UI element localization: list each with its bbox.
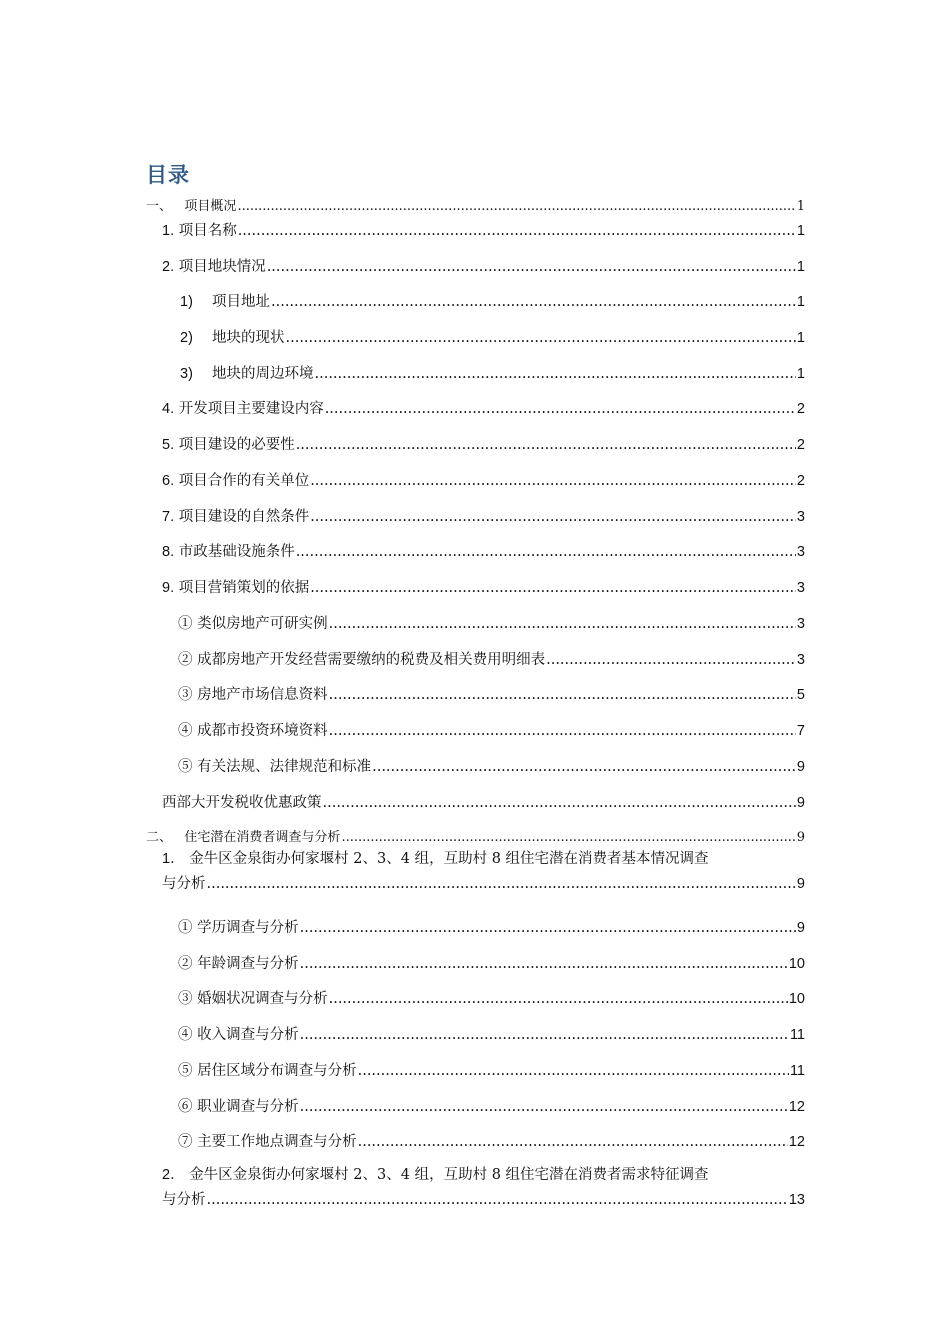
toc-entry-number: 4. [162, 401, 175, 417]
toc-entry-label: 成都房地产开发经营需要缴纳的税费及相关费用明细表 [197, 652, 546, 668]
toc-entry-label: 项目地址 [212, 294, 270, 310]
toc-entry[interactable] [178, 1023, 805, 1044]
toc-entry-label: 市政基础设施条件 [178, 544, 295, 560]
toc-entry-label: 西部大开发税收优惠政策 [162, 795, 322, 811]
toc-entry-label: 项目地块情况 [178, 259, 266, 275]
leader-dots [315, 366, 796, 382]
toc-entry[interactable] [162, 791, 805, 812]
leader-dots [296, 437, 796, 453]
toc-entry-number: ⑤ [178, 759, 193, 775]
toc-entry-number: 7. [162, 509, 175, 525]
toc-entry[interactable] [178, 755, 805, 776]
toc-entry[interactable] [178, 683, 805, 704]
toc-entry-label: 项目概况 [184, 199, 237, 214]
leader-dots [271, 294, 796, 310]
toc-entry[interactable] [162, 255, 805, 276]
toc-entry-label: 有关法规、法律规范和标准 [197, 759, 372, 775]
leader-dots [267, 259, 796, 275]
leader-dots [296, 544, 796, 560]
toc-entry-page: 5 [796, 687, 805, 703]
toc-entry-page: 3 [796, 544, 805, 560]
toc-entry-number: 1. [162, 223, 175, 239]
toc-entry-label: 年龄调查与分析 [197, 956, 299, 972]
toc-entry-number: 8. [162, 544, 175, 560]
toc-entry[interactable] [178, 1130, 805, 1151]
toc-entry[interactable] [162, 576, 805, 597]
toc-entry-page: 9 [796, 795, 805, 811]
toc-entry[interactable] [178, 916, 805, 937]
toc-entry-number: 5. [162, 437, 175, 453]
toc-entry[interactable] [178, 648, 805, 669]
toc-entry-page: 1 [796, 223, 805, 239]
leader-dots [300, 1027, 789, 1043]
leader-dots [310, 509, 796, 525]
toc-entry-page: 3 [796, 509, 805, 525]
toc-entry-page: 3 [796, 580, 805, 596]
toc-entry-number: ④ [178, 723, 193, 739]
toc-entry-label: 婚姻状况调查与分析 [197, 991, 328, 1007]
toc-entry-label: 开发项目主要建设内容 [178, 401, 324, 417]
toc-entry-label: 地块的周边环境 [212, 366, 314, 382]
toc-entry-page: 2 [796, 437, 805, 453]
leader-dots [358, 1063, 789, 1079]
toc-entry-label: 住宅潜在消费者调查与分析 [184, 830, 341, 845]
toc-entry-number: 二、 [146, 830, 173, 845]
leader-dots [300, 1099, 788, 1115]
leader-dots [329, 687, 796, 703]
toc-entry-label: 金牛区金泉街办何家堰村 2、3、4 组，互助村 8 组住宅潜在消费者需求特征调查 [189, 1167, 709, 1183]
leader-dots [310, 473, 796, 489]
toc-entry-number: 6. [162, 473, 175, 489]
toc-entry[interactable] [162, 1162, 805, 1209]
toc-entry-number: ⑥ [178, 1099, 193, 1115]
toc-entry-label: 成都市投资环境资料 [197, 723, 328, 739]
leader-dots [372, 759, 796, 775]
leader-dots [238, 223, 796, 239]
leader-dots [329, 991, 788, 1007]
leader-dots [237, 199, 795, 214]
toc-entry-label: 项目名称 [178, 223, 237, 239]
leader-dots [341, 830, 795, 845]
toc-entry-page: 1 [796, 366, 805, 382]
toc-entry-page: 1 [796, 259, 805, 275]
toc-entry[interactable] [180, 290, 805, 311]
toc-entry-page: 11 [789, 1063, 805, 1079]
toc-entry[interactable] [178, 952, 805, 973]
toc-entry[interactable] [162, 846, 805, 893]
toc-entry-page: 1 [796, 199, 805, 214]
toc-entry[interactable] [162, 433, 805, 454]
toc-entry[interactable] [162, 505, 805, 526]
toc-entry-label: 地块的现状 [212, 330, 285, 346]
toc-entry-label: 房地产市场信息资料 [197, 687, 328, 703]
toc-entry-number: ② [178, 956, 193, 972]
toc-entry[interactable] [180, 362, 805, 383]
toc-entry-number: ① [178, 616, 193, 632]
toc-entry[interactable] [162, 397, 805, 418]
toc-entry[interactable] [180, 326, 805, 347]
leader-dots [358, 1134, 788, 1150]
toc-entry-page: 3 [796, 616, 805, 632]
toc-entry[interactable] [146, 195, 805, 214]
toc-entry-number: ⑤ [178, 1063, 193, 1079]
leader-dots [286, 330, 796, 346]
toc-entry-page: 12 [788, 1099, 805, 1115]
leader-dots [329, 616, 796, 632]
toc-entry-page: 9 [796, 830, 805, 845]
toc-entry[interactable] [146, 826, 805, 845]
toc-entry[interactable] [178, 719, 805, 740]
toc-entry-page: 10 [788, 956, 805, 972]
toc-entry-number: 2) [180, 330, 193, 346]
toc-entry-label: 项目建设的必要性 [178, 437, 295, 453]
toc-entry-number: ① [178, 920, 193, 936]
leader-dots [207, 1192, 788, 1208]
toc-entry-number: ③ [178, 687, 193, 703]
toc-entry-number: 一、 [146, 199, 173, 214]
leader-dots [325, 401, 796, 417]
toc-entry[interactable] [178, 987, 805, 1008]
toc-entry-number: ③ [178, 991, 193, 1007]
toc-entry-label-continued: 与分析 [162, 1192, 206, 1208]
toc-entry-number: ⑦ [178, 1134, 193, 1150]
toc-entry[interactable] [162, 540, 805, 561]
toc-entry-number: ④ [178, 1027, 193, 1043]
toc-entry[interactable] [178, 1095, 805, 1116]
toc-entry-page: 2 [796, 401, 805, 417]
toc-entry-number: 2． [162, 1167, 185, 1183]
toc-entry-label: 项目营销策划的依据 [178, 580, 310, 596]
toc-entry[interactable] [162, 219, 805, 240]
toc-entry-page: 11 [789, 1027, 805, 1043]
toc-entry-number: 3) [180, 366, 193, 382]
toc-entry-page: 1 [796, 294, 805, 310]
toc-entry[interactable] [162, 469, 805, 490]
leader-dots [546, 652, 796, 668]
toc-entry-page: 7 [796, 723, 805, 739]
toc-entry-label: 职业调查与分析 [197, 1099, 299, 1115]
toc-entry-label: 项目合作的有关单位 [178, 473, 310, 489]
toc-entry[interactable] [178, 612, 805, 633]
leader-dots [207, 876, 796, 892]
toc-entry-label-continued: 与分析 [162, 876, 206, 892]
toc-entry-page: 9 [796, 920, 805, 936]
toc-entry-page: 9 [796, 876, 805, 892]
toc-entry-number: 1． [162, 851, 185, 867]
leader-dots [300, 956, 788, 972]
toc-entry-page: 2 [796, 473, 805, 489]
toc-entry-label: 主要工作地点调查与分析 [197, 1134, 357, 1150]
toc-entry-page: 10 [788, 991, 805, 1007]
toc-entry-label: 学历调查与分析 [197, 920, 299, 936]
leader-dots [310, 580, 796, 596]
toc-entry[interactable] [178, 1059, 805, 1080]
toc-entry-page: 12 [788, 1134, 805, 1150]
toc-entry-number: 1) [180, 294, 193, 310]
toc-entry-page: 1 [796, 330, 805, 346]
toc-entry-label: 居住区域分布调查与分析 [197, 1063, 357, 1079]
toc-entry-page: 9 [796, 759, 805, 775]
leader-dots [323, 795, 796, 811]
toc-entry-label: 金牛区金泉街办何家堰村 2、3、4 组，互助村 8 组住宅潜在消费者基本情况调查 [189, 851, 709, 867]
toc-entry-label: 项目建设的自然条件 [178, 509, 310, 525]
toc-entry-number: 9. [162, 580, 175, 596]
toc-entry-number: 2. [162, 259, 175, 275]
toc-entry-label: 收入调查与分析 [197, 1027, 299, 1043]
toc-entry-label: 类似房地产可研实例 [197, 616, 328, 632]
toc-entry-page: 13 [788, 1192, 805, 1208]
toc-entry-number: ② [178, 652, 193, 668]
toc-entry-page: 3 [796, 652, 805, 668]
toc-title: 目录 [146, 163, 190, 187]
leader-dots [329, 723, 796, 739]
leader-dots [300, 920, 796, 936]
